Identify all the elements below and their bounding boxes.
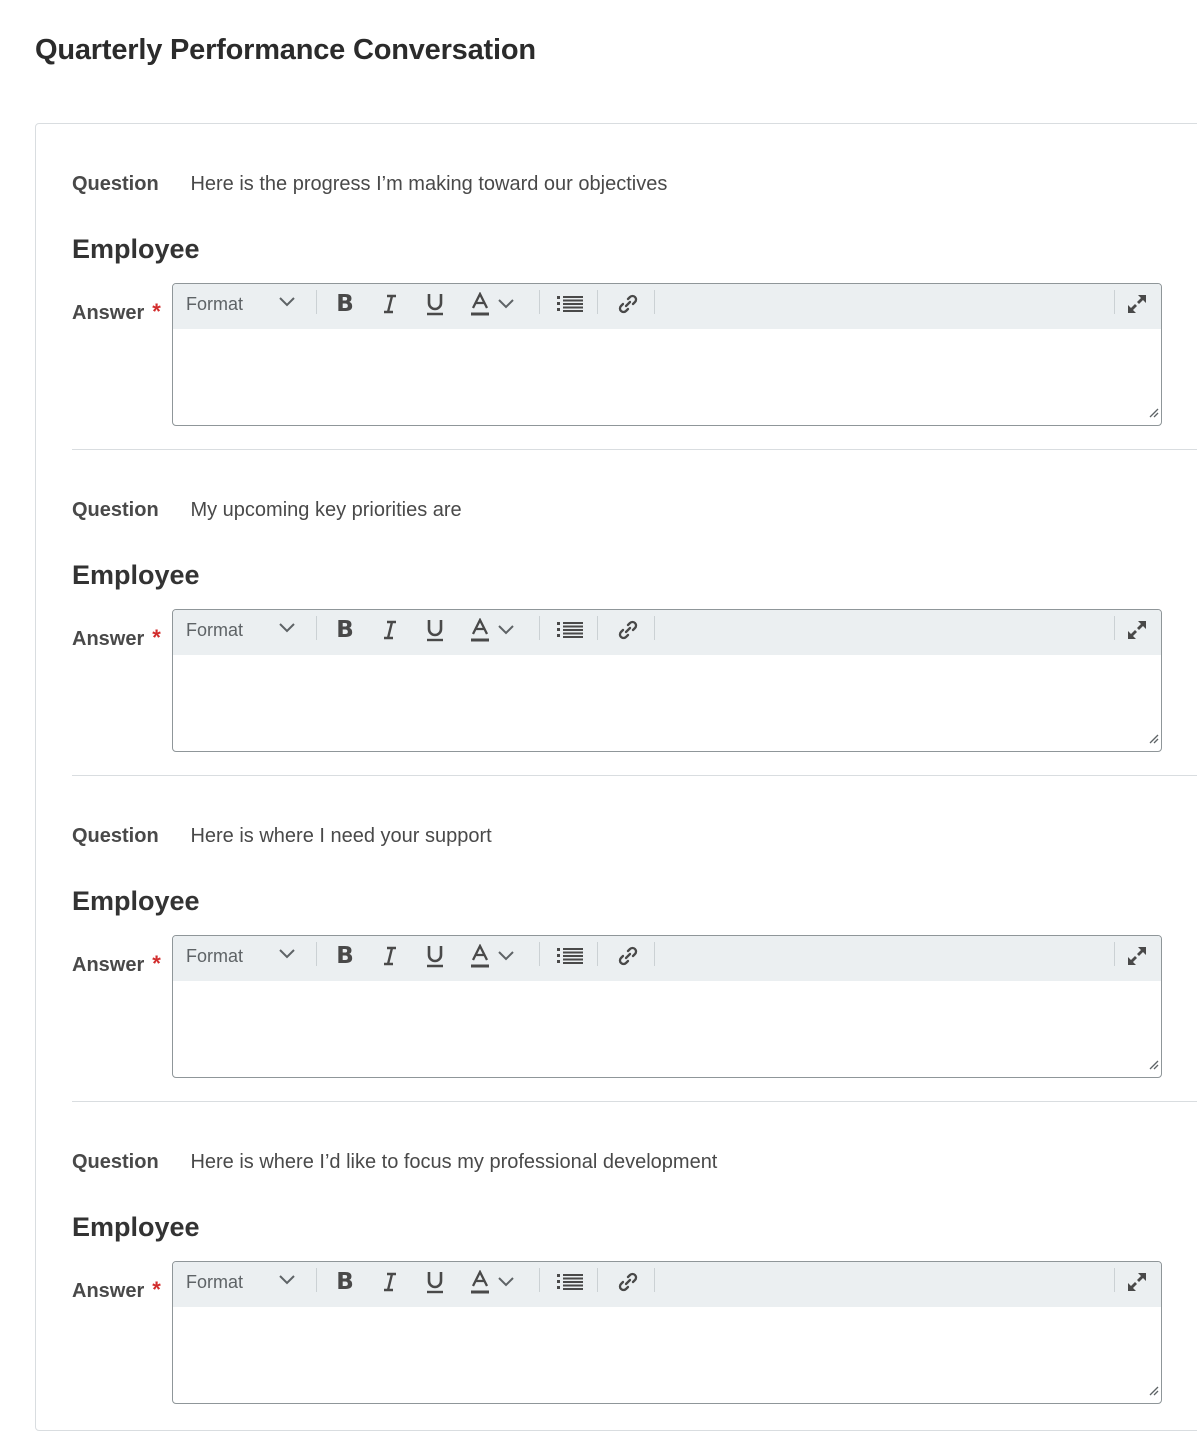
bulleted-list-icon bbox=[557, 946, 583, 966]
question-row bbox=[72, 497, 462, 523]
bulleted-list-icon bbox=[557, 294, 583, 314]
expand-icon bbox=[1126, 945, 1148, 967]
answer-label bbox=[72, 299, 161, 325]
rich-text-editor bbox=[172, 609, 1162, 752]
italic-icon bbox=[382, 294, 398, 314]
italic-button[interactable] bbox=[374, 610, 406, 650]
bulleted-list-button[interactable] bbox=[553, 1262, 587, 1302]
italic-icon bbox=[382, 1272, 398, 1292]
answer-label-text: Answer bbox=[72, 628, 145, 650]
editor-toolbar bbox=[173, 936, 1161, 981]
chevron-down-icon bbox=[278, 1274, 296, 1286]
required-asterisk: * bbox=[152, 951, 161, 976]
toolbar-separator bbox=[597, 942, 598, 966]
chevron-down-icon bbox=[278, 296, 296, 308]
chevron-down-icon bbox=[278, 948, 296, 960]
answer-label bbox=[72, 951, 161, 977]
toolbar-separator bbox=[539, 290, 540, 314]
resize-handle-icon[interactable] bbox=[1147, 405, 1159, 423]
link-icon bbox=[617, 1271, 639, 1293]
expand-editor-button[interactable] bbox=[1122, 1262, 1152, 1302]
toolbar-separator bbox=[316, 942, 317, 966]
expand-icon bbox=[1126, 619, 1148, 641]
page-title: Quarterly Performance Conversation bbox=[35, 34, 536, 66]
editor-toolbar bbox=[173, 284, 1161, 329]
toolbar-separator bbox=[539, 1268, 540, 1292]
toolbar-separator bbox=[597, 1268, 598, 1292]
bold-button[interactable] bbox=[329, 936, 361, 976]
text-color-button[interactable] bbox=[465, 284, 525, 324]
italic-button[interactable] bbox=[374, 284, 406, 324]
bold-icon: B bbox=[336, 1269, 354, 1295]
question-label: Question bbox=[72, 173, 159, 195]
question-section bbox=[72, 1102, 1197, 1428]
question-text: My upcoming key priorities are bbox=[190, 499, 462, 521]
answer-input[interactable] bbox=[173, 655, 1161, 751]
expand-editor-button[interactable] bbox=[1122, 610, 1152, 650]
answer-label bbox=[72, 625, 161, 651]
toolbar-separator bbox=[654, 616, 655, 640]
expand-editor-button[interactable] bbox=[1122, 284, 1152, 324]
question-text: Here is where I’d like to focus my professional development bbox=[190, 1151, 718, 1173]
toolbar-separator bbox=[654, 290, 655, 314]
required-asterisk: * bbox=[152, 299, 161, 324]
format-dropdown-label: Format bbox=[186, 1271, 244, 1292]
answer-input[interactable] bbox=[173, 981, 1161, 1077]
toolbar-separator bbox=[316, 616, 317, 640]
bulleted-list-button[interactable] bbox=[553, 610, 587, 650]
bold-button[interactable] bbox=[329, 610, 361, 650]
bold-icon: B bbox=[336, 617, 354, 643]
editor-toolbar bbox=[173, 610, 1161, 655]
bulleted-list-button[interactable] bbox=[553, 936, 587, 976]
italic-icon bbox=[382, 946, 398, 966]
chevron-down-icon bbox=[497, 950, 515, 962]
expand-icon bbox=[1126, 293, 1148, 315]
toolbar-separator bbox=[654, 1268, 655, 1292]
toolbar-separator bbox=[316, 290, 317, 314]
underline-button[interactable] bbox=[419, 610, 451, 650]
underline-button[interactable] bbox=[419, 1262, 451, 1302]
toolbar-separator bbox=[1114, 616, 1115, 640]
chevron-down-icon bbox=[497, 298, 515, 310]
format-dropdown[interactable] bbox=[186, 610, 301, 650]
format-dropdown[interactable] bbox=[186, 1262, 301, 1302]
role-heading: Employee bbox=[72, 1212, 200, 1242]
required-asterisk: * bbox=[152, 1277, 161, 1302]
format-dropdown[interactable] bbox=[186, 936, 301, 976]
link-icon bbox=[617, 945, 639, 967]
answer-label-text: Answer bbox=[72, 302, 145, 324]
question-row bbox=[72, 823, 492, 849]
toolbar-separator bbox=[597, 290, 598, 314]
toolbar-separator bbox=[1114, 290, 1115, 314]
italic-button[interactable] bbox=[374, 1262, 406, 1302]
underline-icon bbox=[426, 944, 444, 968]
bold-button[interactable] bbox=[329, 284, 361, 324]
question-label: Question bbox=[72, 1151, 159, 1173]
role-heading: Employee bbox=[72, 234, 200, 264]
chevron-down-icon bbox=[497, 1276, 515, 1288]
question-text: Here is where I need your support bbox=[190, 825, 492, 847]
role-heading: Employee bbox=[72, 886, 200, 916]
underline-button[interactable] bbox=[419, 936, 451, 976]
resize-handle-icon[interactable] bbox=[1147, 731, 1159, 749]
toolbar-separator bbox=[654, 942, 655, 966]
text-color-button[interactable] bbox=[465, 610, 525, 650]
text-color-button[interactable] bbox=[465, 936, 525, 976]
bold-icon: B bbox=[336, 291, 354, 317]
toolbar-separator bbox=[1114, 1268, 1115, 1292]
text-color-icon bbox=[471, 292, 489, 316]
text-color-icon bbox=[471, 618, 489, 642]
text-color-icon bbox=[471, 944, 489, 968]
role-heading: Employee bbox=[72, 560, 200, 590]
answer-label bbox=[72, 1277, 161, 1303]
question-text: Here is the progress I’m making toward our objectives bbox=[190, 173, 668, 195]
rich-text-editor bbox=[172, 283, 1162, 426]
format-dropdown-label: Format bbox=[186, 945, 244, 966]
editor-toolbar bbox=[173, 1262, 1161, 1307]
resize-handle-icon[interactable] bbox=[1147, 1383, 1159, 1401]
conversation-card bbox=[35, 123, 1197, 1431]
text-color-icon bbox=[471, 1270, 489, 1294]
question-section bbox=[72, 124, 1197, 450]
underline-icon bbox=[426, 292, 444, 316]
question-label: Question bbox=[72, 825, 159, 847]
answer-input[interactable] bbox=[173, 1307, 1161, 1403]
link-button[interactable] bbox=[611, 610, 645, 650]
question-label: Question bbox=[72, 499, 159, 521]
answer-label-text: Answer bbox=[72, 954, 145, 976]
toolbar-separator bbox=[597, 616, 598, 640]
chevron-down-icon bbox=[497, 624, 515, 636]
underline-icon bbox=[426, 618, 444, 642]
question-section bbox=[72, 776, 1197, 1102]
format-dropdown-label: Format bbox=[186, 619, 244, 640]
toolbar-separator bbox=[539, 942, 540, 966]
bulleted-list-button[interactable] bbox=[553, 284, 587, 324]
underline-icon bbox=[426, 1270, 444, 1294]
link-button[interactable] bbox=[611, 284, 645, 324]
resize-handle-icon[interactable] bbox=[1147, 1057, 1159, 1075]
bold-button[interactable] bbox=[329, 1262, 361, 1302]
question-row bbox=[72, 171, 667, 197]
required-asterisk: * bbox=[152, 625, 161, 650]
link-icon bbox=[617, 619, 639, 641]
question-row bbox=[72, 1149, 717, 1175]
answer-label-text: Answer bbox=[72, 1280, 145, 1302]
expand-icon bbox=[1126, 1271, 1148, 1293]
toolbar-separator bbox=[539, 616, 540, 640]
expand-editor-button[interactable] bbox=[1122, 936, 1152, 976]
bulleted-list-icon bbox=[557, 1272, 583, 1292]
format-dropdown[interactable] bbox=[186, 284, 301, 324]
answer-input[interactable] bbox=[173, 329, 1161, 425]
link-button[interactable] bbox=[611, 936, 645, 976]
question-section bbox=[72, 450, 1197, 776]
rich-text-editor bbox=[172, 1261, 1162, 1404]
bulleted-list-icon bbox=[557, 620, 583, 640]
text-color-button[interactable] bbox=[465, 1262, 525, 1302]
bold-icon: B bbox=[336, 943, 354, 969]
toolbar-separator bbox=[316, 1268, 317, 1292]
italic-button[interactable] bbox=[374, 936, 406, 976]
toolbar-separator bbox=[1114, 942, 1115, 966]
link-icon bbox=[617, 293, 639, 315]
italic-icon bbox=[382, 620, 398, 640]
underline-button[interactable] bbox=[419, 284, 451, 324]
format-dropdown-label: Format bbox=[186, 293, 244, 314]
link-button[interactable] bbox=[611, 1262, 645, 1302]
rich-text-editor bbox=[172, 935, 1162, 1078]
chevron-down-icon bbox=[278, 622, 296, 634]
